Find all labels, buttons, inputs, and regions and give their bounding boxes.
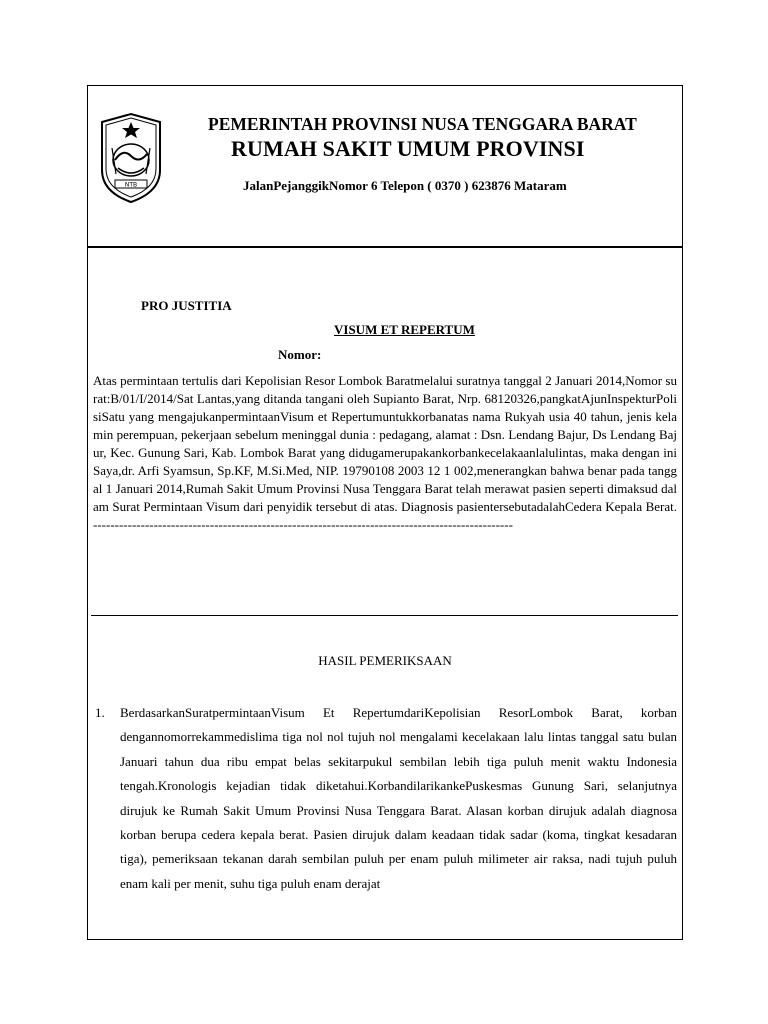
list-item-text: BerdasarkanSuratpermintaanVisum Et RepertumdariKepolisian ResorLombok Barat, korban dengannomorrekammedislima tiga nol nol tujuh nol mengalami kecelakaan lalu lintas tanggal satu bulan Januari tahun dua ribu empat belas sekitarpukul sembilan lebih tiga puluh menit waktu Indonesia tengah.Kronologis kejadian tidak diketahui.KorbandilarikankePuskesmas Gunung Sari, selanjutnya dirujuk ke Rumah Sakit Umum Provinsi Nusa Tenggara Barat. Alasan korban dirujuk adalah diagnosa korban berupa cedera kepala berat. Pasien dirujuk dalam keadaan tidak sadar (koma, tingkat kesadaran tiga), pemeriksaan tekanan darah sembilan puluh per enam puluh milimeter air raksa, nadi tujuh puluh enam kali per menit, suhu tiga puluh enam derajat: [120, 705, 677, 891]
examination-results-heading: HASIL PEMERIKSAAN: [318, 653, 452, 668]
request-paragraph: Atas permintaan tertulis dari Kepolisian Resor Lombok Baratmelalui suratnya tanggal 2 Januari 2014,Nomor surat:B/01/I/2014/Sat Lantas,yang ditanda tangani oleh Supianto Barat, Nrp. 68120326,pangkatAjunInspekturPolisiSatu yang mengajukanpermintaanVisum et Repertumuntukkorbanatas nama Rukyah usia 40 tahun, jenis kelamin perempuan, pekerjaan sebelum meninggal dunia : pedagang, alamat : Dsn. Lendang Bajur, Ds Lendang Bajur, Kec. Gunung Sari, Kab. Lombok Barat yang didugamerupakankorbankecelakaanlalulintas, maka dengan ini Saya,dr. Arfi Syamsun, Sp.KF, M.Si.Med, NIP. 19790108 2003 12 1 002,menerangkan bahwa benar pada tanggal 1 Januari 2014,Rumah Sakit Umum Provinsi Nusa Tenggara Barat telah merawat pasien seperti dimaksud dalam Surat Permintaan Visum dari penyidik tersebut di atas. Diagnosis pasientersebutadalahCedera Kepala Berat.-------------------------------------------------------------------------------------------------: [93, 373, 677, 532]
section-divider: [91, 615, 678, 616]
list-item: [95, 701, 677, 896]
hospital-address: JalanPejanggikNomor 6 Telepon ( 0370 ) 623876 Mataram: [243, 178, 567, 193]
findings-list: [95, 701, 677, 896]
document-number-label: Nomor:: [278, 347, 322, 362]
document-page: [87, 85, 683, 940]
pro-justitia-label: PRO JUSTITIA: [141, 298, 232, 313]
hospital-name: RUMAH SAKIT UMUM PROVINSI: [231, 136, 585, 161]
provincial-emblem-icon: [98, 108, 164, 206]
document-title: VISUM ET REPERTUM: [334, 322, 475, 337]
letterhead: [88, 86, 682, 248]
list-item-number: 1.: [95, 705, 105, 720]
government-name: PEMERINTAH PROVINSI NUSA TENGGARA BARAT: [208, 114, 637, 134]
emblem-text: NTB: [124, 181, 138, 189]
